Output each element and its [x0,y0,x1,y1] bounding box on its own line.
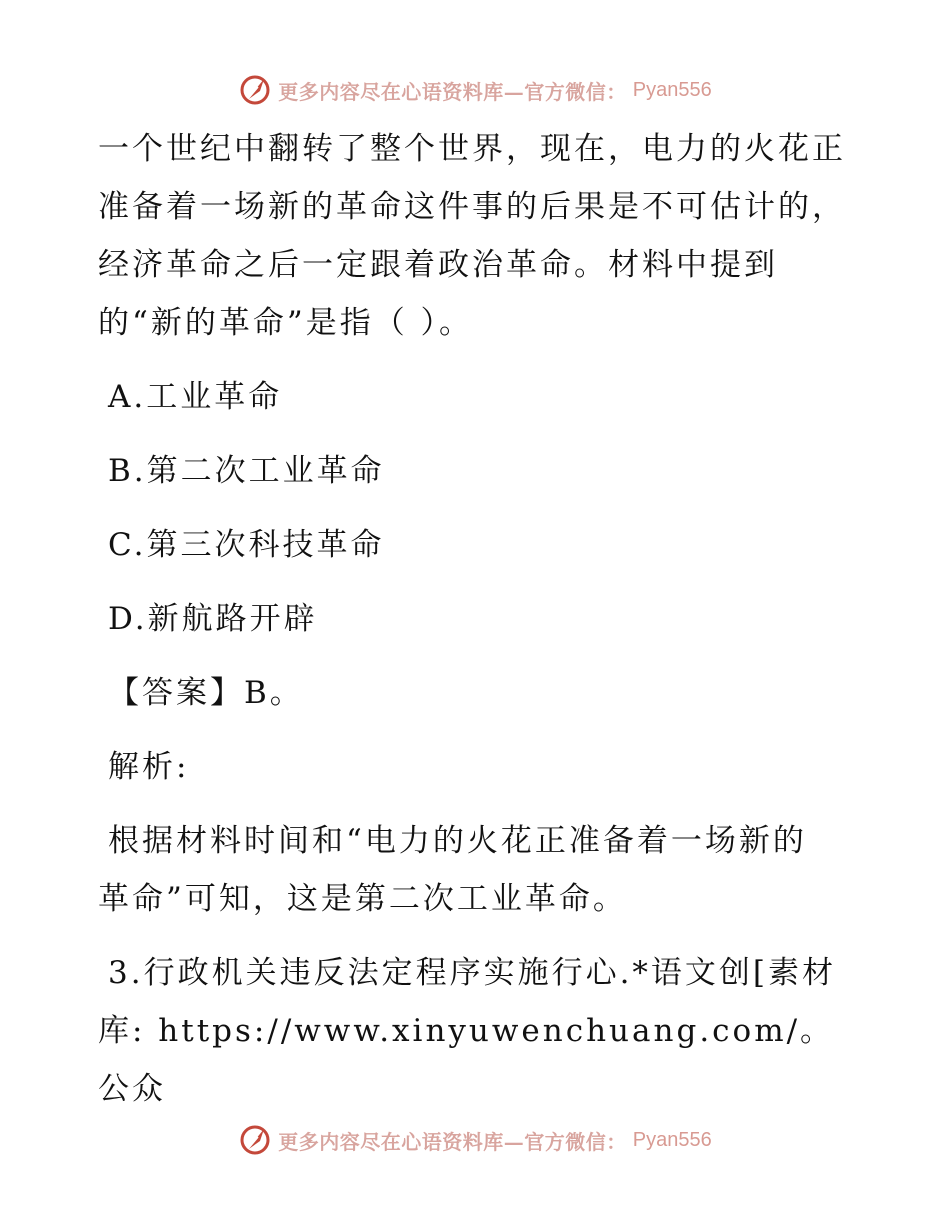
option-c: C.第三次科技革命 [108,527,385,563]
option-b: B.第二次工业革命 [108,453,385,489]
quill-logo-icon [238,73,272,107]
stem-line: 经济革命之后一定跟着政治革命。材料中提到 [98,247,778,283]
footer-banner-text: 更多内容尽在心语资料库—官方微信： [278,1129,627,1154]
option-d: D.新航路开辟 [108,601,318,637]
answer-line: 【答案】B。 [108,675,304,711]
stem-line: 的“新的革命”是指（ ）。 [98,305,474,341]
header-banner-text: 更多内容尽在心语资料库—官方微信： [278,79,627,104]
header-wechat-id: Pyan556 [632,78,712,101]
next-question [98,944,858,1118]
header-banner [0,70,950,110]
analysis-line: 革命”可知，这是第二次工业革命。 [98,881,627,917]
analysis-text [98,812,858,928]
stem-line: 准备着一场新的革命这件事的后果是不可估计的， [98,189,846,225]
footer-banner [0,1120,950,1160]
option-a: A.工业革命 [108,379,283,415]
stem-line: 一个世纪中翻转了整个世界，现在，电力的火花正 [98,131,846,167]
footer-wechat-id: Pyan556 [632,1128,712,1151]
next-question-line: 3.行政机关违反法定程序实施行心.*语文创[素材 [108,955,837,991]
quill-logo-icon [238,1123,272,1157]
question-stem [98,120,858,352]
analysis-label: 解析: [108,749,190,785]
analysis-line: 根据材料时间和“电力的火花正准备着一场新的 [108,823,807,859]
document-body [98,120,858,1118]
next-question-line: 库: https://www.xinyuwenchuang.com/。公众 [98,1013,835,1107]
